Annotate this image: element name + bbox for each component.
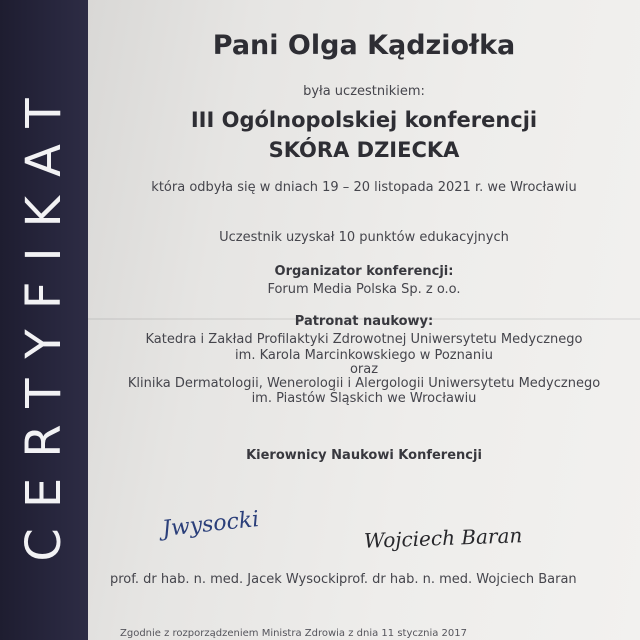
legal-footer-note: Zgodnie z rozporządzeniem Ministra Zdrowia z dnia 11 stycznia 2017	[120, 628, 468, 639]
conference-title: III Ogólnopolskiej konferencji	[190, 108, 538, 132]
signature-wysocki: Jwysocki	[160, 506, 261, 543]
signatory-wysocki: prof. dr hab. n. med. Jacek Wysocki	[110, 572, 340, 587]
patron2-line2: im. Piastów Śląskich we Wrocławiu	[251, 391, 477, 406]
scientific-directors-heading: Kierownicy Naukowi Konferencji	[246, 448, 482, 463]
organizer-heading: Organizator konferencji:	[274, 264, 454, 279]
patron-conjunction: oraz	[349, 362, 379, 377]
certificate-vertical-label: CERTYFIKAT	[16, 78, 72, 562]
recipient-name: Pani Olga Kądziołka	[212, 30, 516, 61]
participation-text: była uczestnikiem:	[303, 84, 425, 99]
conference-name: SKÓRA DZIECKA	[268, 138, 460, 162]
patron2-line1: Klinika Dermatologii, Wenerologii i Alergologii Uniwersytetu Medycznego	[127, 376, 601, 391]
education-points: Uczestnik uzyskał 10 punktów edukacyjnych	[219, 230, 509, 245]
organizer-name: Forum Media Polska Sp. z o.o.	[267, 282, 461, 297]
patronage-heading: Patronat naukowy:	[294, 314, 434, 329]
patron1-line1: Katedra i Zakład Profilaktyki Zdrowotnej Uniwersytetu Medycznego	[145, 332, 583, 347]
patron1-line2: im. Karola Marcinkowskiego w Poznaniu	[235, 348, 493, 363]
certificate-sidebar-band	[0, 0, 88, 640]
signature-baran: Wojciech Baran	[363, 523, 523, 553]
signatory-baran: prof. dr hab. n. med. Wojciech Baran	[339, 572, 577, 587]
conference-dates-place: która odbyła się w dniach 19 – 20 listopada 2021 r. we Wrocławiu	[151, 180, 577, 195]
